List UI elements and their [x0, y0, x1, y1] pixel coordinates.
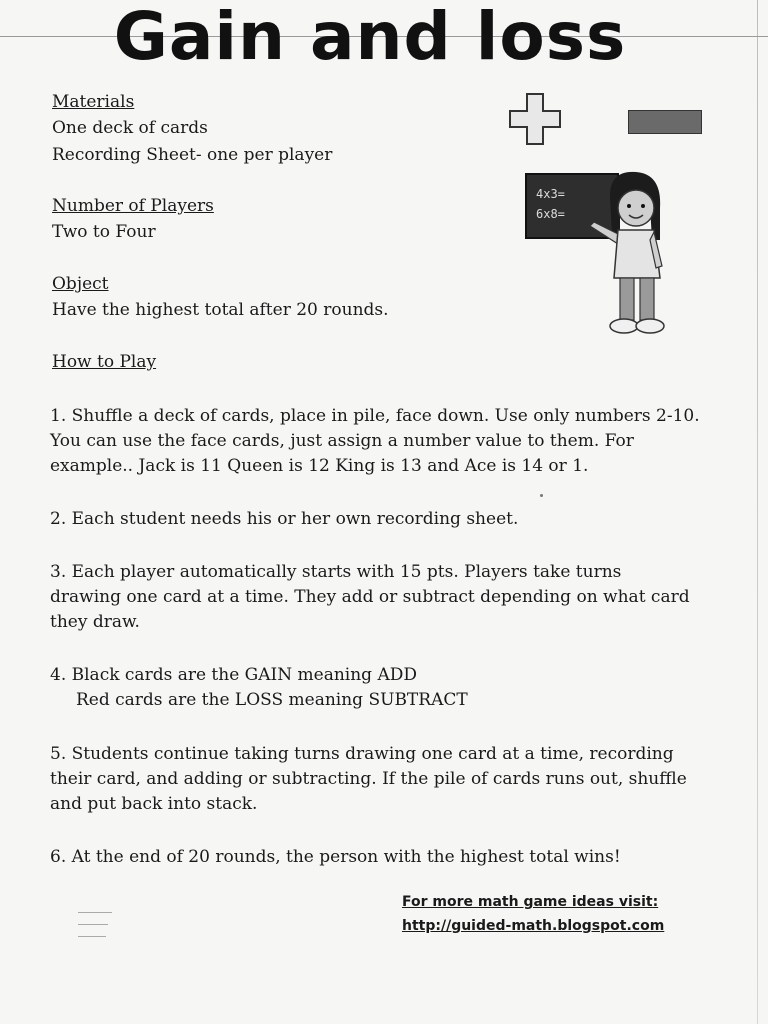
- rule-line: You can use the face cards, just assign a number value to them. For: [50, 431, 634, 451]
- scan-edge: [757, 0, 758, 1024]
- materials-item: Recording Sheet- one per player: [52, 145, 333, 165]
- minus-sign-icon: [628, 110, 702, 134]
- rule-line: Red cards are the LOSS meaning SUBTRACT: [76, 690, 468, 710]
- plus-sign-icon: [508, 92, 562, 146]
- players-heading: Number of Players: [52, 196, 214, 216]
- materials-item: One deck of cards: [52, 118, 208, 138]
- scan-speck: [540, 494, 543, 497]
- rule-step-4: [50, 663, 740, 713]
- page-title: Gain and loss: [113, 0, 627, 75]
- scan-smudge: [78, 936, 106, 937]
- rule-line: their card, and adding or subtracting. If the pile of cards runs out, shuffle: [50, 769, 687, 789]
- players-text: Two to Four: [52, 222, 156, 242]
- rule-line: drawing one card at a time. They add or subtract depending on what card: [50, 587, 690, 607]
- rule-step-5: [50, 742, 740, 817]
- materials-heading: Materials: [52, 92, 135, 112]
- rule-step-6: [50, 845, 740, 870]
- rule-line: 6. At the end of 20 rounds, the person with the highest total wins!: [50, 847, 621, 867]
- rule-line: and put back into stack.: [50, 794, 258, 814]
- rule-step-3: [50, 560, 740, 635]
- rule-line: 4. Black cards are the GAIN meaning ADD: [50, 665, 418, 685]
- rule-step-1: [50, 404, 740, 479]
- teacher-at-chalkboard-icon: [524, 170, 674, 340]
- scan-smudge: [78, 924, 108, 925]
- rule-step-2: [50, 507, 740, 532]
- footer-promo: For more math game ideas visit:: [402, 894, 659, 910]
- chalkboard-line-1: 4x3=: [536, 187, 565, 201]
- chalkboard-line-2: 6x8=: [536, 207, 565, 221]
- rule-line: example.. Jack is 11 Queen is 12 King is 13 and Ace is 14 or 1.: [50, 456, 589, 476]
- object-heading: Object: [52, 274, 109, 294]
- rule-line: 2. Each student needs his or her own recording sheet.: [50, 509, 519, 529]
- scan-smudge: [78, 912, 112, 913]
- rule-line: 1. Shuffle a deck of cards, place in pile, face down. Use only numbers 2-10.: [50, 406, 700, 426]
- rule-line: 3. Each player automatically starts with 15 pts. Players take turns: [50, 562, 622, 582]
- how-to-play-heading: How to Play: [52, 352, 157, 372]
- rule-line: they draw.: [50, 612, 140, 632]
- rule-line: 5. Students continue taking turns drawing one card at a time, recording: [50, 744, 674, 764]
- footer-link[interactable]: http://guided-math.blogspot.com: [402, 918, 665, 934]
- object-text: Have the highest total after 20 rounds.: [52, 300, 389, 320]
